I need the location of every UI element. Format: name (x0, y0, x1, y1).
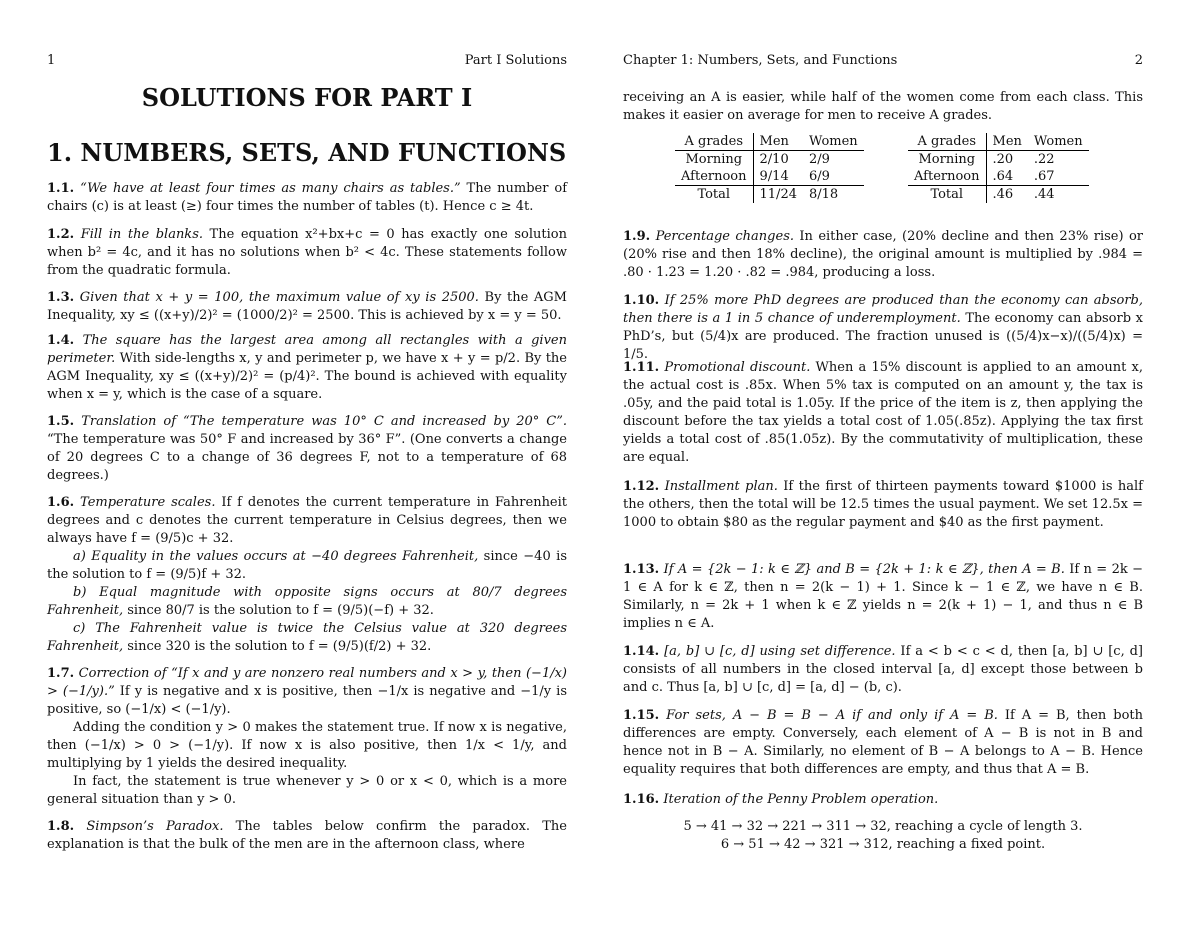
solution-1-2 (47, 226, 567, 280)
table-cell: 11/24 (753, 186, 803, 204)
solution-paragraph: In fact, the statement is true whenever y > 0 or x < 0, which is a more general situation than y > 0. (47, 774, 567, 807)
page-number: 2 (1134, 53, 1143, 68)
penny-iteration-line-1: 5 → 41 → 32 → 221 → 311 → 32, reaching a cycle of length 3. (683, 819, 1083, 834)
table-cell: .46 (986, 186, 1028, 204)
running-head: Chapter 1: Numbers, Sets, and Functions (623, 53, 898, 68)
solution-1-8 (47, 818, 567, 854)
part-b-text: since 80/7 is the solution to f = (9/5)(−f) + 32. (123, 603, 434, 618)
part-b-claim: b) Equal magnitude with opposite signs occurs at 80/7 degrees Fahrenheit, (47, 585, 567, 618)
table-header: Men (753, 133, 803, 151)
solution-claim: Correction of “If x and y are nonzero real numbers and x > y, then (−1/x) > (−1/y).” (47, 666, 568, 699)
table-cell: .22 (1033, 152, 1055, 167)
table-cell: Afternoon (908, 168, 986, 186)
solution-text: The equation x²+bx+c = 0 has exactly one solution when b² = 4c, and it has no solutions when b² < 4c. These statements follow from the quadratic formula. (47, 227, 567, 278)
solution-claim: Iteration of the Penny Problem operation. (663, 792, 939, 807)
part-title: SOLUTIONS FOR PART I (141, 83, 473, 112)
part-a-claim: a) Equality in the values occurs at −40 degrees Fahrenheit, (73, 549, 479, 564)
solution-claim: Temperature scales. (80, 495, 216, 510)
table-header: Women (1028, 133, 1089, 151)
solution-text: If f denotes the current temperature in Fahrenheit degrees and c denotes the current temperature in Celsius degrees, then we always have f = (9/5)c + 32. (47, 495, 568, 546)
solution-number: 1.12. (623, 479, 660, 494)
table-cell: .20 (992, 152, 1014, 167)
table-cell: Morning (675, 151, 753, 169)
solution-text: In either case, (20% decline and then 23% rise) or (20% rise and then 18% decline), the original amount is multiplied by .984 = .80 · 1.23 = 1.20 · .82 = .984, producing a loss. (623, 229, 1143, 280)
solution-claim: Promotional discount. (664, 360, 811, 375)
solution-text: When a 15% discount is applied to an amount x, the actual cost is .85x. When 5% tax is computed on an amount y, the tax is .05y, and the paid total is 1.05y. If the price of the item is z, then applying the discount before the tax yields a total cost of 1.05(.85z). Applying the tax first yields a total cost of .85(1.05z). By the commutativity of multiplication, these are equal. (623, 360, 1143, 465)
table-cell: 9/14 (759, 169, 789, 184)
solution-claim: If A = {2k − 1: k ∈ ℤ} and B = {2k + 1: k ∈ ℤ}, then A = B. (663, 562, 1065, 577)
solution-number: 1.6. (47, 495, 75, 510)
solution-number: 1.14. (623, 644, 660, 659)
solution-number: 1.13. (623, 562, 660, 577)
solution-1-16 (623, 791, 1143, 809)
solution-text: If a < b < c < d, then [a, b] ∪ [c, d] consists of all numbers in the closed interval [a, d] except those between b and c. Thus [a, b] ∪ [c, d] = [a, d] − (b, c). (623, 644, 1143, 695)
solution-claim: Given that x + y = 100, the maximum value of xy is 2500. (79, 290, 479, 305)
solution-claim: Fill in the blanks. (80, 227, 203, 242)
solution-number: 1.15. (623, 708, 660, 723)
part-c-text: since 320 is the solution to f = (9/5)(f/2) + 32. (123, 639, 432, 654)
table-cell: 6/9 (808, 169, 830, 184)
solution-1-14 (623, 643, 1143, 697)
solution-1-12 (623, 478, 1143, 532)
solution-1-7 (47, 665, 567, 809)
running-head: Part I Solutions (464, 53, 567, 68)
solution-number: 1.4. (47, 333, 75, 348)
solution-text: If y is negative and x is positive, then −1/x is negative and −1/y is positive, so (−1/x) < (−1/y). (47, 684, 567, 717)
table-cell: .44 (1028, 186, 1089, 204)
table-cell: 2/9 (808, 152, 830, 167)
solution-1-13 (623, 561, 1143, 633)
table-cell: 8/18 (803, 186, 864, 204)
solution-number: 1.2. (47, 227, 75, 242)
solution-number: 1.3. (47, 290, 75, 305)
solution-number: 1.8. (47, 819, 75, 834)
table-cell: Morning (908, 151, 986, 169)
table-cell: Total (908, 186, 986, 204)
grades-table-decimals (908, 133, 1089, 203)
solution-text: If n = 2k − 1 ∈ A for k ∈ ℤ, then n = 2(k − 1) + 1. Since k − 1 ∈ ℤ, we have n ∈ B. Similarly, n = 2k + 1 when k ∈ ℤ yields n = 2(k + 1) − 1, and thus n ∈ B implies n ∈ A. (623, 562, 1144, 631)
solution-claim: If 25% more PhD degrees are produced than the economy can absorb, then there is a 1 in 5 chance of underemployment. (623, 293, 1143, 326)
solution-text: By the AGM Inequality, xy ≤ ((x+y)/2)² = (1000/2)² = 2500. This is achieved by x = y = 50. (47, 290, 567, 323)
solution-1-1 (47, 180, 567, 216)
solution-paragraph: Adding the condition y > 0 makes the statement true. If now x is negative, then (−1/x) > 0 > (−1/y). If now x is also positive, then 1/x < 1/y, and multiplying by 1 yields the desired inequality. (47, 720, 567, 771)
solution-1-3 (47, 289, 567, 325)
table-cell: .64 (992, 169, 1014, 184)
solution-text: If A = B, then both differences are empty. Conversely, each element of A − B is not in B and hence not in B − A. Similarly, no element of B − A belongs to A − B. Hence equality requires that both differences are empty, and thus that A = B. (623, 708, 1143, 777)
solution-number: 1.9. (623, 229, 651, 244)
solution-text: The economy can absorb x PhD’s, but (5/4)x are produced. The fraction unused is ((5/4)x−x)/((5/4)x) = 1/5. (623, 311, 1143, 362)
solution-number: 1.1. (47, 181, 75, 196)
solution-1-6 (47, 494, 567, 656)
solution-number: 1.7. (47, 666, 75, 681)
part-a-text: since −40 is the solution to f = (9/5)f + 32. (47, 549, 567, 582)
solution-text: The number of chairs (c) is at least (≥) four times the number of tables (t). Hence c ≥ 4t. (47, 181, 568, 214)
table-cell: 2/10 (759, 152, 789, 167)
table-header: Men (986, 133, 1028, 151)
solution-text: The tables below confirm the paradox. The explanation is that the bulk of the men are in the afternoon class, where (47, 819, 567, 852)
solution-1-4 (47, 332, 567, 404)
solution-1-15 (623, 707, 1143, 779)
solution-claim: Simpson’s Paradox. (86, 819, 224, 834)
grades-table-fractions (675, 133, 864, 203)
part-c-claim: c) The Fahrenheit value is twice the Celsius value at 320 degrees Fahrenheit, (47, 621, 567, 654)
table-header: A grades (908, 133, 986, 151)
table-cell: .67 (1033, 169, 1055, 184)
solution-claim: The square has the largest area among all rectangles with a given perimeter. (47, 333, 567, 366)
solution-text: With side-lengths x, y and perimeter p, we have x + y = p/2. By the AGM Inequality, xy ≤ ((x+y)/2)² = (p/4)². The bound is achieved with equality when x = y, which is the case of a square. (47, 351, 567, 402)
solution-claim: [a, b] ∪ [c, d] using set difference. (664, 644, 896, 659)
solution-number: 1.11. (623, 360, 660, 375)
table-cell: Total (675, 186, 753, 204)
solution-claim: “We have at least four times as many chairs as tables.” (80, 181, 461, 196)
table-header: A grades (675, 133, 753, 151)
solution-number: 1.10. (623, 293, 660, 308)
solution-text: “The temperature was 50° F and increased by 36° F”. (One converts a change of 20 degrees C to a change of 36 degrees F, not to a temperature of 68 degrees.) (47, 432, 567, 483)
table-cell: Afternoon (675, 168, 753, 186)
solution-text: If the first of thirteen payments toward $1000 is half the others, then the total will be 12.5 times the usual payment. We set 12.5x = 1000 to obtain $80 as the regular payment and $40 as the first payment. (623, 479, 1143, 530)
solution-1-11 (623, 359, 1143, 467)
table-header: Women (803, 133, 864, 151)
solution-1-9 (623, 228, 1143, 282)
solution-1-10 (623, 292, 1143, 364)
solution-claim: Percentage changes. (655, 229, 794, 244)
solution-claim: Translation of “The temperature was 10° C and increased by 20° C”. (81, 414, 567, 429)
solution-number: 1.5. (47, 414, 75, 429)
solution-number: 1.16. (623, 792, 660, 807)
solution-1-5 (47, 413, 567, 485)
page-number: 1 (47, 53, 56, 68)
solution-claim: Installment plan. (664, 479, 778, 494)
continuation-text: receiving an A is easier, while half of the women come from each class. This makes it easier on average for men to receive A grades. (623, 90, 1143, 123)
section-title: 1. NUMBERS, SETS, AND FUNCTIONS (47, 138, 567, 167)
penny-iteration-line-2: 6 → 51 → 42 → 321 → 312, reaching a fixed point. (720, 837, 1046, 852)
solution-claim: For sets, A − B = B − A if and only if A = B. (666, 708, 998, 723)
